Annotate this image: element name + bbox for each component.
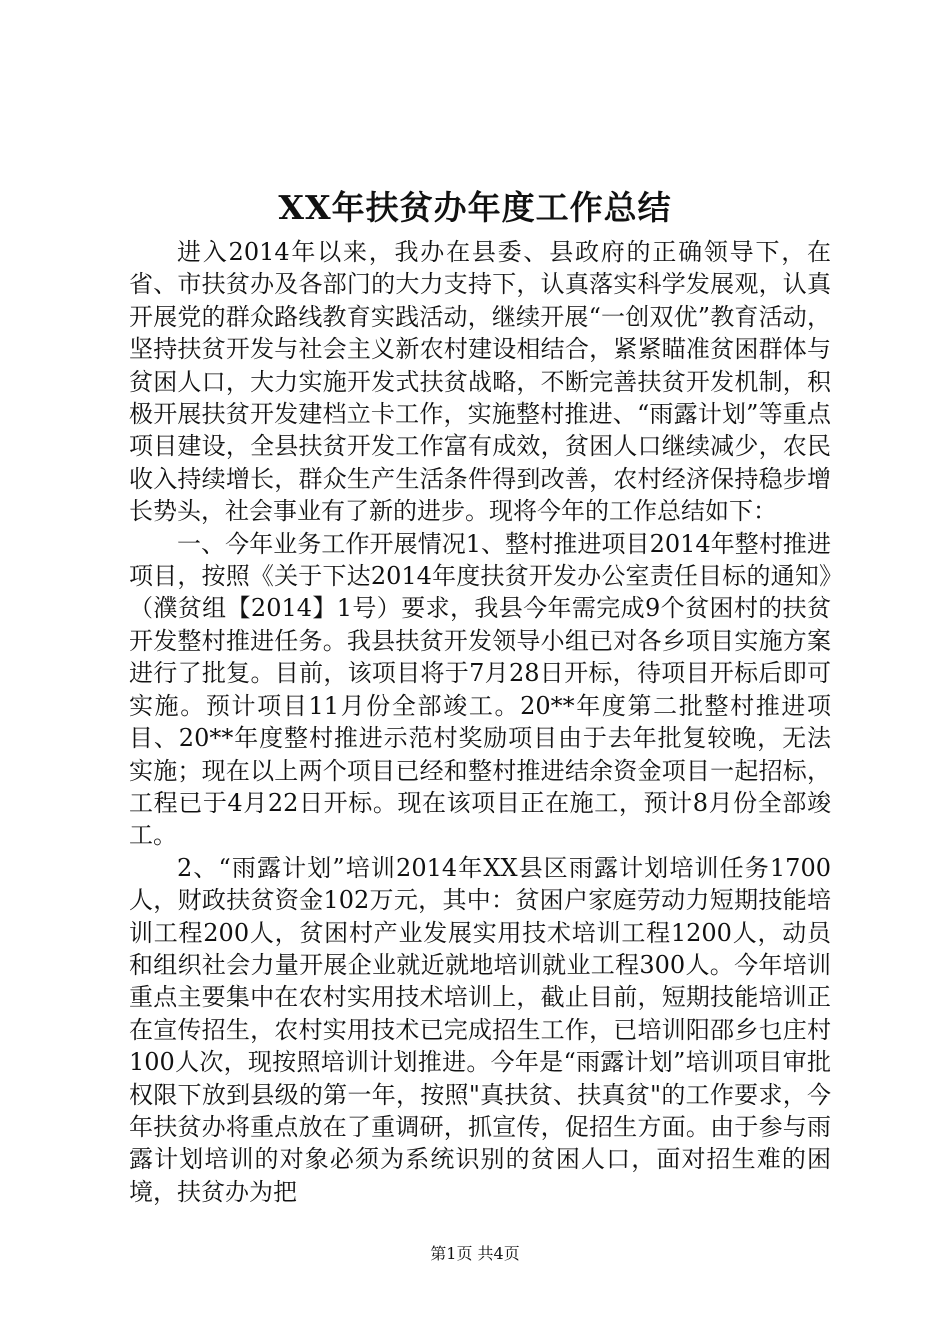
- paragraph-section-2: 2、“雨露计划”培训2014年XX县区雨露计划培训任务1700人，财政扶贫资金102万元，其中：贫困户家庭劳动力短期技能培训工程200人，贫困村产业发展实用技术培训工程1200人，动员和组织社会力量开展企业就近就地培训就业工程300人。今年培训重点主要集中在农村实用技术培训上，截止目前，短期技能培训正在宣传招生，农村实用技术已完成招生工作，已培训阳邵乡乜庄村100人次，现按照培训计划推进。今年是“雨露计划”培训项目审批权限下放到县级的第一年，按照"真扶贫、扶真贫"的工作要求，今年扶贫办将重点放在了重调研，抓宣传，促招生方面。由于参与雨露计划培训的对象必须为系统识别的贫困人口，面对招生难的困境，扶贫办为把: [129, 853, 831, 1206]
- paragraph-section-1: 一、今年业务工作开展情况1、整村推进项目2014年整村推进项目，按照《关于下达2014年度扶贫开发办公室责任目标的通知》（濮贫组【2014】1号）要求，我县今年需完成9个贫困村的扶贫开发整村推进任务。我县扶贫开发领导小组已对各乡项目实施方案进行了批复。目前，该项目将于7月28日开标，待项目开标后即可实施。预计项目11月份全部竣工。20**年度第二批整村推进项目、20**年度整村推进示范村奖励项目由于去年批复较晚，无法实施；现在以上两个项目已经和整村推进结余资金项目一起招标，工程已于4月22日开标。现在该项目正在施工，预计8月份全部竣工。: [129, 529, 831, 850]
- document-title: XX年扶贫办年度工作总结: [278, 188, 672, 227]
- paragraph-intro: 进入2014年以来，我办在县委、县政府的正确领导下，在省、市扶贫办及各部门的大力支持下，认真落实科学发展观，认真开展党的群众路线教育实践活动，继续开展“一创双优”教育活动，坚持扶贫开发与社会主义新农村建设相结合，紧紧瞄准贫困群体与贫困人口，大力实施开发式扶贫战略，不断完善扶贫开发机制，积极开展扶贫开发建档立卡工作，实施整村推进、“雨露计划”等重点项目建设，全县扶贫开发工作富有成效，贫困人口继续减少，农民收入持续增长，群众生产生活条件得到改善，农村经济保持稳步增长势头，社会事业有了新的进步。现将今年的工作总结如下：: [129, 238, 831, 526]
- page-footer: 第1页 共4页: [430, 1244, 520, 1263]
- document-body: [129, 236, 831, 1208]
